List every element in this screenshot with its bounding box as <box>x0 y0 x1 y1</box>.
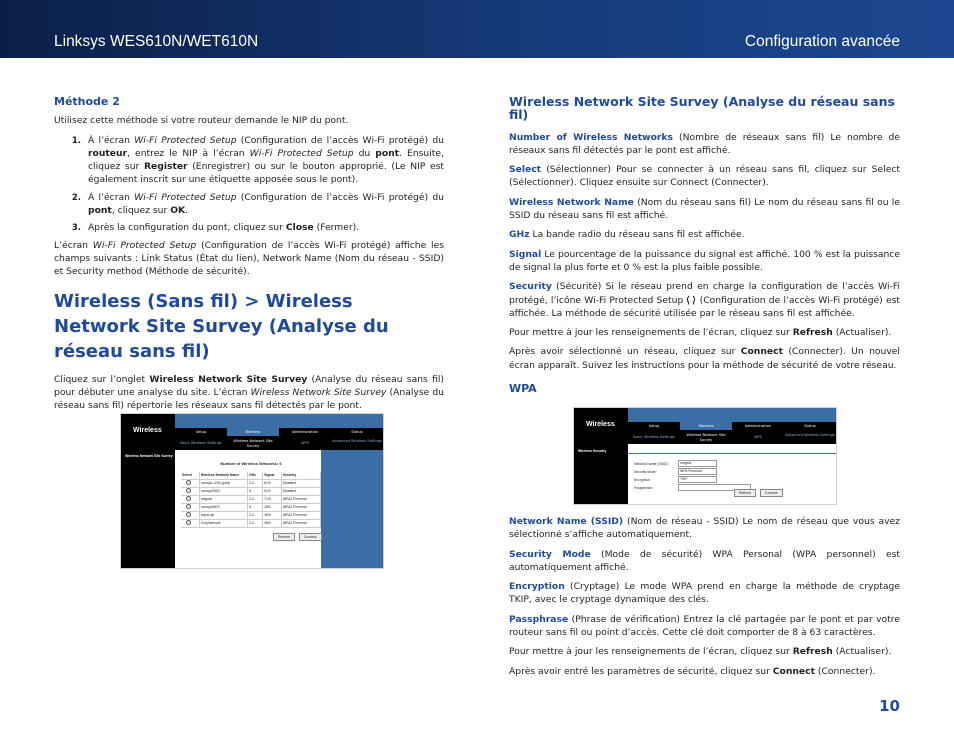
table-cell: 28% <box>263 504 282 511</box>
table-cell: WPA2 Personal <box>282 520 321 527</box>
screenshot-connect-button[interactable]: Connect <box>299 533 322 541</box>
table-cell: Security <box>282 472 321 479</box>
def-item: Wireless Network Name (Nom du réseau sans fil) Le nom du réseau sans fil ou le SSID du réseau sans fil est affiché. <box>509 196 900 222</box>
step-list <box>54 134 444 235</box>
table-row <box>181 512 321 520</box>
table-cell: 2.4 <box>248 480 263 487</box>
table-cell: WPA2 Personal <box>282 512 321 519</box>
step-1: 1. À l’écran Wi-Fi Protected Setup (Configuration de l’accès Wi-Fi protégé) du routeur, entrez le NIP à l’écran Wi-Fi Protected Setup du pont. Ensuite, cliquez sur Register (Enregistrer) ou sur le bouton approprié. (Le NIP est également inscrit sur une étiquette apposée sous le pont). <box>84 134 444 187</box>
field-row <box>634 476 814 483</box>
left-column <box>54 95 444 418</box>
wpa-tab-status[interactable]: Status <box>804 424 816 428</box>
tab-wireless[interactable]: Wireless <box>227 428 279 436</box>
method-intro: Utilisez cette méthode si votre routeur demande le NIP du pont. <box>54 115 349 127</box>
wpa-screenshot-logo: Wireless <box>586 421 615 428</box>
table-cell: 5 <box>248 488 263 495</box>
wpa-item: Network Name (SSID) (Nom de réseau - SSID) Le nom de réseau que vous avez sélectionné s’affiche automatiquement. <box>509 516 900 541</box>
wpa-screenshot <box>573 407 837 505</box>
field-label: Network Name (SSID): <box>634 461 669 466</box>
def-item: Number of Wireless Networks (Nombre de réseaux sans fil) Le nombre de réseaux sans fil détectés par le pont est affiché. <box>509 131 900 156</box>
table-row <box>181 504 321 512</box>
table-header <box>181 472 321 480</box>
wpa-item: Security Mode (Mode de sécurité) WPA Personal (WPA personnel) est automatiquement affiché. <box>509 548 900 573</box>
table-row <box>181 496 321 504</box>
table-cell: LinksysWES <box>200 504 248 511</box>
field-label: Security Mode: <box>634 469 657 474</box>
table-cell: Wireless Network Name <box>200 472 248 479</box>
table-cell: 71% <box>263 496 282 503</box>
select-radio[interactable] <box>181 480 200 487</box>
table-cell: Disabled <box>282 488 321 495</box>
tab-status[interactable]: Status <box>351 430 363 434</box>
def-item: GHz La bande radio du réseau sans fil est affichée. <box>509 229 745 241</box>
wpa-connect-button[interactable]: Connect <box>760 489 783 497</box>
connect-note-2: Après avoir entré les paramètres de sécurité, cliquez sur Connect (Connecter). <box>509 665 876 677</box>
subtab-basic[interactable]: Basic Wireless Settings <box>180 441 222 445</box>
section-name: Configuration avancée <box>744 33 900 50</box>
right-column-lower <box>509 515 900 684</box>
right-section-title: Wireless Network Site Survey (Analyse du réseau sans fil) <box>509 94 895 123</box>
wpa-title: WPA <box>509 382 537 396</box>
wpa-item: Passphrase (Phrase de vérification) Entrez la clé partagée par le pont et par votre routeur sans fil ou point d’accès. Cette clé doit comporter de 8 à 63 caractères. <box>509 613 900 639</box>
table-cell: 51% <box>263 488 282 495</box>
table-cell: 5 <box>248 504 263 511</box>
wpa-item: Encryption (Cryptage) Le mode WPA prend en charge la méthode de cryptage TKIP, avec le cryptage dynamique des clés. <box>509 581 900 606</box>
wpa-subtab-site-survey[interactable]: Wireless Network Site Survey <box>686 433 726 442</box>
def-item: Select (Sélectionner) Pour se connecter à un réseau sans fil, cliquez sur Select (Sélectionner). Cliquez ensuite sur Connect (Connecter). <box>509 164 900 189</box>
table-cell: 2.4 <box>248 512 263 519</box>
table-cell: netgear <box>200 496 248 503</box>
table-cell: WPA2 Personal <box>282 504 321 511</box>
table-cell: 61% <box>263 480 282 487</box>
table-cell: Disabled <box>282 480 321 487</box>
site-survey-screenshot <box>120 413 384 569</box>
table-row <box>181 520 321 528</box>
table-cell: 46% <box>263 520 282 527</box>
table-cell: GHz <box>248 472 263 479</box>
select-radio[interactable] <box>181 504 200 511</box>
screenshot-table-title: Number of Wireless Networks: 6 <box>220 461 282 466</box>
table-cell: Select <box>181 472 200 479</box>
table-cell: CorpNetwork <box>200 520 248 527</box>
field-row <box>634 460 814 467</box>
table-cell: home-ap <box>200 512 248 519</box>
select-radio[interactable] <box>181 520 200 527</box>
table-row <box>181 480 321 488</box>
field-value[interactable]: WPA Personal <box>678 468 717 475</box>
table-cell: Signal <box>263 472 282 479</box>
wpa-tab-wireless[interactable]: Wireless <box>680 422 732 430</box>
table-cell: WPA2 Personal <box>282 496 321 503</box>
select-radio[interactable] <box>181 512 200 519</box>
right-column <box>509 95 900 401</box>
select-radio[interactable] <box>181 488 200 495</box>
field-value[interactable]: TKIP <box>678 476 717 483</box>
section-title: Wireless (Sans fil) > Wireless Network Site Survey (Analyse du réseau sans fil) <box>54 290 389 362</box>
table-cell: 2.4 <box>248 496 263 503</box>
refresh-note-2: Pour mettre à jour les renseignements de l’écran, cliquez sur Refresh (Actualiser). <box>509 646 892 658</box>
wps-icon <box>686 295 696 305</box>
screenshot-refresh-button[interactable]: Refresh <box>273 533 295 541</box>
subtab-site-survey[interactable]: Wireless Network Site Survey <box>233 439 273 448</box>
connect-note: Après avoir sélectionné un réseau, cliquez sur Connect (Connecter). Un nouvel écran apparaît. Suivez les instructions pour la méthode de sécurité de votre réseau. <box>509 346 900 371</box>
wpa-refresh-button[interactable]: Refresh <box>734 489 756 497</box>
after-steps-text: L’écran Wi-Fi Protected Setup (Configuration de l’accès Wi-Fi protégé) affiche les champs suivants : Link Status (État du lien), Network Name (Nom du réseau - SSID) et Security method (Méthode de sécurité). <box>54 239 444 278</box>
refresh-note: Pour mettre à jour les renseignements de l’écran, cliquez sur Refresh (Actualiser). <box>509 327 892 339</box>
field-label: Encryption: <box>634 477 651 482</box>
method-title: Méthode 2 <box>54 95 120 108</box>
survey-intro: Cliquez sur l’onglet Wireless Network Site Survey (Analyse du réseau sans fil) pour débuter une analyse du site. L’écran Wireless Network Site Survey (Analyse du réseau sans fil) répertorie les réseaux sans fil détectés par le pont. <box>54 373 444 412</box>
product-name: Linksys WES610N/WET610N <box>54 33 259 50</box>
table-row <box>181 488 321 496</box>
def-item: Signal Le pourcentage de la puissance du signal est affiché. 100 % est la puissance de signal la plus forte et 0 % est la plus faible possible. <box>509 248 900 273</box>
screenshot-table <box>181 472 321 528</box>
screenshot-logo: Wireless <box>133 427 162 434</box>
step-3: 3. Après la configuration du pont, cliquez sur Close (Fermer). <box>84 221 444 234</box>
wpa-side-label: Wireless Security <box>578 449 607 453</box>
wpa-subtab-advanced[interactable]: Advanced Wireless Settings <box>785 433 835 437</box>
tab-setup[interactable]: Setup <box>195 430 207 434</box>
page-header <box>0 0 954 58</box>
select-radio[interactable] <box>181 496 200 503</box>
field-row <box>634 468 814 475</box>
field-label: Passphrase: <box>634 485 653 490</box>
table-cell: 2.4 <box>248 520 263 527</box>
wpa-subtab-wps[interactable]: WPS <box>753 435 762 439</box>
table-cell: Linksys2500 <box>200 488 248 495</box>
field-value[interactable]: netgear <box>678 460 717 467</box>
tab-administration[interactable]: Administration <box>291 430 319 434</box>
subtab-wps[interactable]: WPS <box>300 441 309 445</box>
table-cell: 36% <box>263 512 282 519</box>
step-2: 2. À l’écran Wi-Fi Protected Setup (Configuration de l’accès Wi-Fi protégé) du pont, cliquez sur OK. <box>84 191 444 218</box>
wpa-tab-administration[interactable]: Administration <box>744 424 772 428</box>
security-item: Security (Sécurité) Si le réseau prend en charge la configuration de l’accès Wi-Fi protégé, l’icône Wi-Fi Protected Setup (Configuration de l’accès Wi-Fi protégé) est affichée. La méthode de sécurité utilisée par le réseau sans fil est affichée. <box>509 281 901 319</box>
wpa-fields <box>634 460 814 492</box>
wpa-subtab-basic[interactable]: Basic Wireless Settings <box>633 435 675 439</box>
wpa-tab-setup[interactable]: Setup <box>648 424 660 428</box>
field-row <box>634 484 814 491</box>
page-number: 10 <box>879 697 900 715</box>
table-cell: Linksys-1234-guest <box>200 480 248 487</box>
subtab-advanced[interactable]: Advanced Wireless Settings <box>332 439 382 443</box>
screenshot-side-label: Wireless Network Site Survey <box>125 454 173 458</box>
